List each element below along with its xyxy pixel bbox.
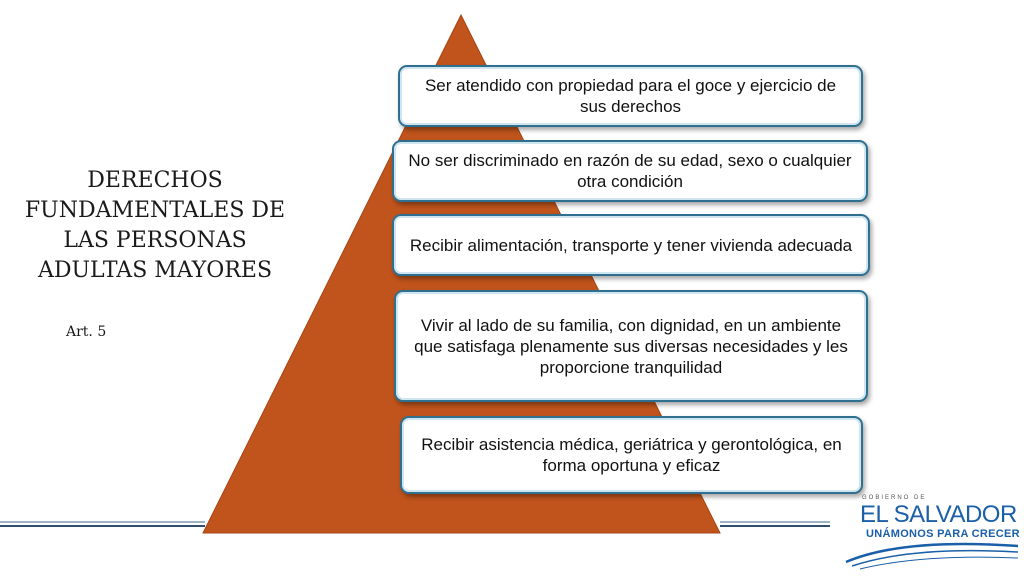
el-salvador-logo	[842, 492, 1022, 572]
logo-swoosh-icon	[842, 536, 1022, 570]
right-box-4: Vivir al lado de su familia, con dignidad, en un ambiente que satisfaga plenamente sus diversas necesidades y les proporcione tranquilidad	[394, 290, 868, 402]
logo-slogan-text: UNÁMONOS PARA CRECER	[866, 528, 1020, 540]
article-reference: Art. 5	[66, 324, 107, 340]
right-box-3: Recibir alimentación, transporte y tener vivienda adecuada	[392, 214, 870, 276]
right-box-1: Ser atendido con propiedad para el goce y ejercicio de sus derechos	[398, 65, 863, 127]
logo-main-text: EL SALVADOR	[860, 501, 1017, 528]
right-box-2: No ser discriminado en razón de su edad, sexo o cualquier otra condición	[392, 140, 868, 202]
logo-top-text: GOBIERNO DE	[862, 495, 927, 501]
diagram-title: DERECHOS FUNDAMENTALES DE LAS PERSONAS ADULTAS MAYORES	[24, 168, 286, 283]
right-box-5: Recibir asistencia médica, geriátrica y gerontológica, en forma oportuna y eficaz	[400, 416, 863, 494]
